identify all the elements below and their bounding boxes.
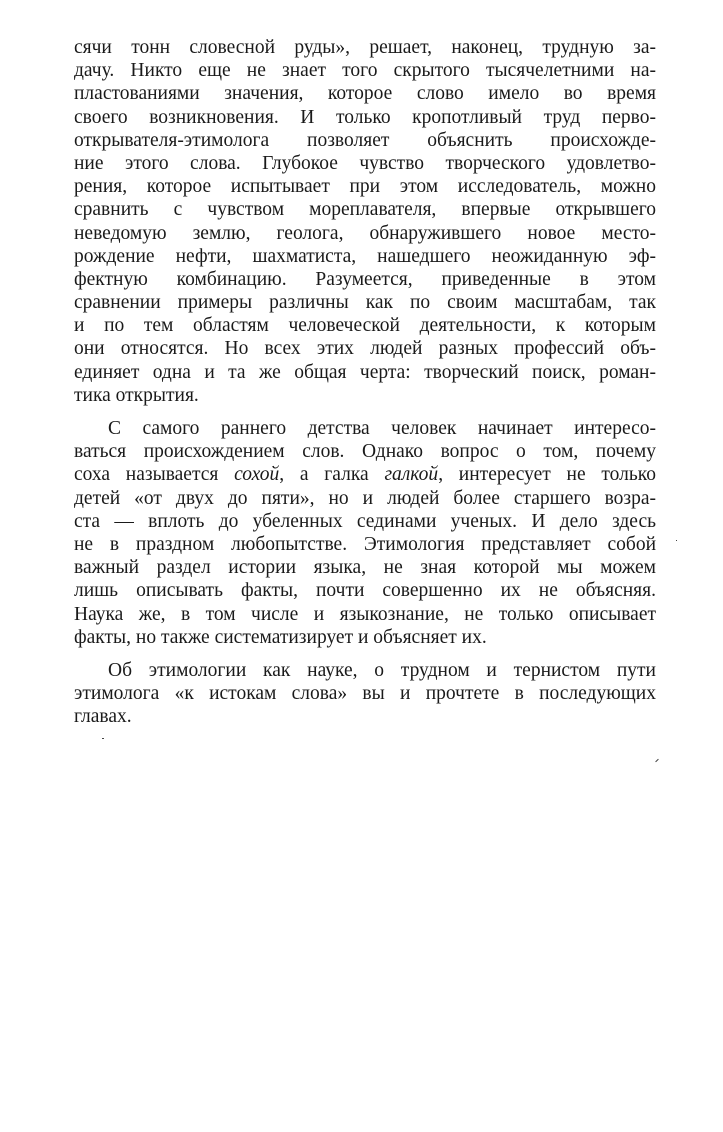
text-line: факты, но также систематизирует и объясняет их. bbox=[74, 626, 487, 648]
text-line: рения, которое испытывает при этом исследователь, можно bbox=[74, 176, 656, 198]
text-segment: соха называется bbox=[74, 464, 235, 486]
page-text bbox=[74, 36, 656, 728]
text-line: и по тем областям человеческой деятельности, к которым bbox=[74, 315, 656, 337]
scan-speck bbox=[102, 738, 104, 739]
text-line: ваться происхождением слов. Однако вопрос о том, почему bbox=[74, 441, 656, 463]
paragraph-1 bbox=[74, 36, 656, 407]
text-line: Об этимологии как науке, о трудном и тернистом пути bbox=[108, 659, 656, 681]
emphasis-word: сохой bbox=[234, 464, 280, 486]
text-line: этимолога «к истокам слова» вы и прочтете в последующих bbox=[74, 683, 656, 705]
text-line: ние этого слова. Глубокое чувство творческого удовлетво- bbox=[74, 152, 656, 174]
text-line: рождение нефти, шахматиста, нашедшего неожиданную эф- bbox=[74, 245, 656, 267]
text-line: не в праздном любопытстве. Этимология представляет собой bbox=[74, 533, 656, 555]
text-line: пластованиями значения, которое слово имело во время bbox=[74, 83, 656, 105]
text-line: лишь описывать факты, почти совершенно их не объясняя. bbox=[74, 580, 656, 602]
text-segment: , а галка bbox=[279, 464, 385, 486]
text-line: главах. bbox=[74, 706, 132, 728]
text-line: сравнении примеры различны как по своим масштабам, так bbox=[74, 292, 656, 314]
text-line: детей «от двух до пяти», но и людей более старшего возра- bbox=[74, 487, 656, 509]
emphasis-word: галкой bbox=[384, 464, 439, 486]
text-line: важный раздел истории языка, не зная которой мы можем bbox=[74, 557, 656, 579]
text-line: неведомую землю, геолога, обнаружившего новое место- bbox=[74, 222, 656, 244]
text-line-with-emphasis bbox=[74, 463, 656, 486]
text-line: дачу. Никто еще не знает того скрытого тысячелетними на- bbox=[74, 60, 656, 82]
text-line: тика открытия. bbox=[74, 384, 199, 406]
text-line: фектную комбинацию. Разумеется, приведенные в этом bbox=[74, 268, 656, 290]
text-line: сячи тонн словесной руды», решает, наконец, трудную за- bbox=[74, 37, 656, 58]
paragraph-3 bbox=[74, 659, 656, 729]
scan-speck bbox=[676, 540, 677, 541]
text-line: сравнить с чувством мореплавателя, впервые открывшего bbox=[74, 199, 656, 221]
text-line: открывателя-этимолога позволяет объяснить происхожде- bbox=[74, 129, 656, 151]
paragraph-2 bbox=[74, 417, 656, 649]
text-line: Наука же, в том числе и языкознание, не только описывает bbox=[74, 603, 656, 625]
text-line: С самого раннего детства человек начинает интересо- bbox=[108, 418, 656, 439]
text-line: ста — вплоть до убеленных сединами ученых. И дело здесь bbox=[74, 510, 656, 532]
text-line: единяет одна и та же общая черта: творческий поиск, роман- bbox=[74, 361, 656, 383]
text-line: своего возникновения. И только кропотливый труд перво- bbox=[74, 106, 656, 128]
scan-speck bbox=[655, 759, 659, 763]
text-line: они относятся. Но всех этих людей разных профессий объ- bbox=[74, 338, 656, 360]
text-segment: , интересует не только bbox=[438, 464, 656, 486]
